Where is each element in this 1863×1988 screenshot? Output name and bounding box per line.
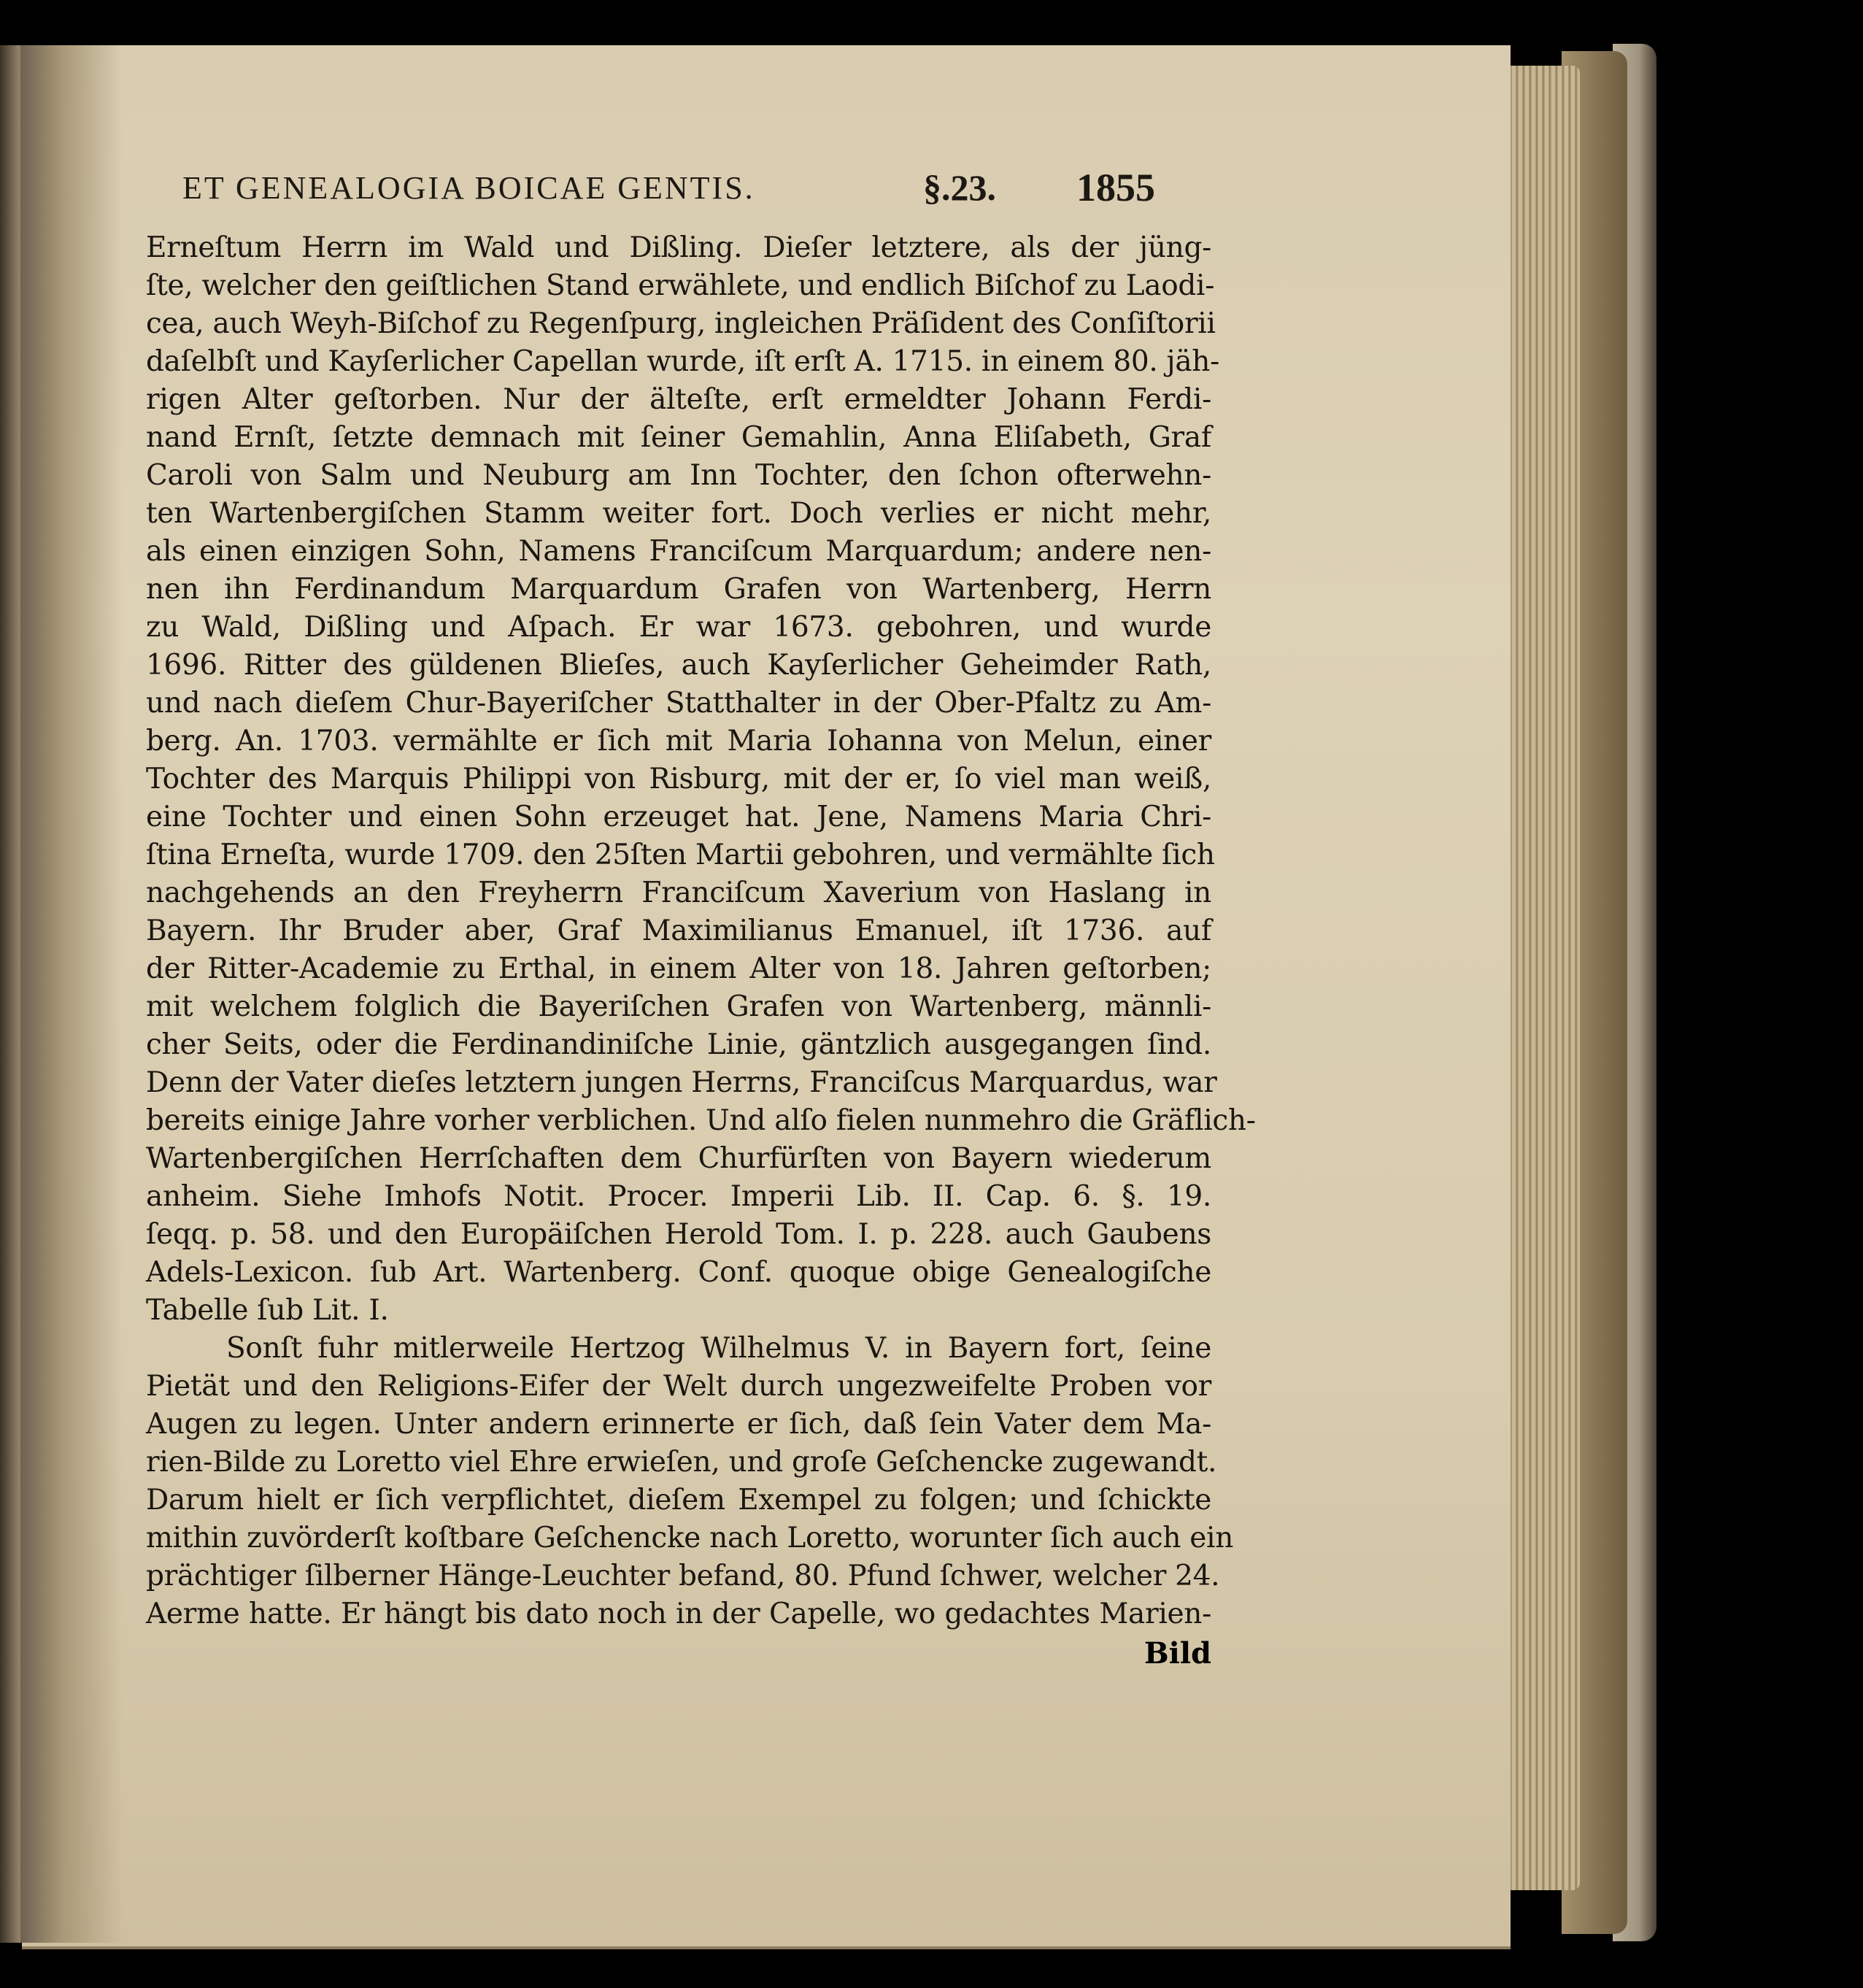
body-text xyxy=(146,229,1256,1633)
text-line: 1696. Ritter des güldenen Blieſes, auch Kayſerlicher Geheimder Rath, xyxy=(146,649,1211,682)
text-line: cher Seits, oder die Ferdinandiniſche Linie, gäntzlich ausgegangen ſind. xyxy=(146,1028,1211,1061)
text-line: rigen Alter geſtorben. Nur der älteſte, erſt ermeldter Johann Ferdi- xyxy=(146,383,1211,416)
text-line: anheim. Siehe Imhofs Notit. Procer. Imperii Lib. II. Cap. 6. §. 19. xyxy=(146,1180,1211,1213)
text-line: nachgehends an den Freyherrn Franciſcum Xaverium von Haslang in xyxy=(146,877,1211,909)
text-line: ſte, welcher den geiſtlichen Stand erwählete, und endlich Biſchof zu Laodi- xyxy=(146,269,1215,302)
text-line: nen ihn Ferdinandum Marquardum Grafen von Wartenberg, Herrn xyxy=(146,573,1211,606)
text-line: Tochter des Marquis Philippi von Risburg, mit der er, ſo viel man weiß, xyxy=(146,763,1211,795)
text-line: als einen einzigen Sohn, Namens Franciſcum Marquardum; andere nen- xyxy=(146,535,1211,568)
text-line: Adels-Lexicon. ſub Art. Wartenberg. Conf. quoque obige Genealogiſche xyxy=(146,1256,1211,1289)
text-line: Tabelle ſub Lit. I. xyxy=(146,1294,389,1327)
gutter-shadow xyxy=(20,45,123,1943)
page-content xyxy=(146,153,1256,1680)
text-line: berg. An. 1703. vermählte er ſich mit Maria Iohanna von Melun, einer xyxy=(146,725,1211,758)
running-header xyxy=(146,153,1211,226)
text-line: der Ritter-Academie zu Erthal, in einem Alter von 18. Jahren geſtorben; xyxy=(146,952,1211,985)
text-line: rien-Bilde zu Loretto viel Ehre erwieſen, und groſe Geſchencke zugewandt. xyxy=(146,1446,1217,1479)
text-line: Aerme hatte. Er hängt bis dato noch in der Capelle, wo gedachtes Marien- xyxy=(146,1598,1211,1630)
text-line: bereits einige Jahre vorher verblichen. Und alſo fielen nunmehro die Gräflich- xyxy=(146,1104,1256,1137)
text-line: Wartenbergiſchen Herrſchaften dem Churfürſten von Bayern wiederum xyxy=(146,1142,1211,1175)
running-title: ET GENEALOGIA BOICAE GENTIS. xyxy=(182,170,755,206)
text-line: Bayern. Ihr Bruder aber, Graf Maximilianus Emanuel, iſt 1736. auf xyxy=(146,914,1211,947)
catchword: Bild xyxy=(1143,1636,1211,1671)
text-line: prächtiger ſilberner Hänge-Leuchter befand, 80. Pfund ſchwer, welcher 24. xyxy=(146,1560,1220,1592)
paragraph-start-line: Sonſt fuhr mitlerweile Hertzog Wilhelmus V. in Bayern fort, ſeine xyxy=(226,1332,1211,1365)
text-line: daſelbſt und Kayſerlicher Capellan wurde, iſt erſt A. 1715. in einem 80. jäh- xyxy=(146,345,1219,378)
text-line: Pietät und den Religions-Eifer der Welt durch ungezweifelte Proben vor xyxy=(146,1370,1211,1403)
text-line: ten Wartenbergiſchen Stamm weiter fort. Doch verlies er nicht mehr, xyxy=(146,497,1211,530)
text-line: mithin zuvörderſt koſtbare Geſchencke nach Loretto, worunter ſich auch ein xyxy=(146,1522,1234,1554)
text-line: Denn der Vater dieſes letztern jungen Herrns, Franciſcus Marquardus, war xyxy=(146,1066,1217,1099)
text-line: ſtina Erneſta, wurde 1709. den 25ſten Martii gebohren, und vermählte ſich xyxy=(146,839,1215,871)
text-line: nand Ernſt, ſetzte demnach mit ſeiner Gemahlin, Anna Eliſabeth, Graf xyxy=(146,421,1211,454)
text-line: ſeqq. p. 58. und den Europäiſchen Herold Tom. I. p. 228. auch Gaubens xyxy=(146,1218,1211,1251)
text-line: cea, auch Weyh-Biſchof zu Regenſpurg, ingleichen Präſident des Conſiſtorii xyxy=(146,307,1216,340)
text-line: und nach dieſem Chur-Bayeriſcher Statthalter in der Ober-Pfaltz zu Am- xyxy=(146,687,1211,720)
section-number: §.23. xyxy=(923,167,996,208)
text-line: zu Wald, Dißling und Aſpach. Er war 1673. gebohren, und wurde xyxy=(146,611,1211,644)
text-line: Augen zu legen. Unter andern erinnerte er ſich, daß ſein Vater dem Ma- xyxy=(146,1408,1211,1441)
text-line: Caroli von Salm und Neuburg am Inn Tochter, den ſchon ofterwehn- xyxy=(146,459,1211,492)
text-line: mit welchem folglich die Bayeriſchen Grafen von Wartenberg, männli- xyxy=(146,990,1211,1023)
page-number: 1855 xyxy=(1076,166,1155,209)
text-line: eine Tochter und einen Sohn erzeuget hat. Jene, Namens Maria Chri- xyxy=(146,801,1211,833)
text-line: Erneſtum Herrn im Wald und Dißling. Dieſer letztere, als der jüng- xyxy=(146,231,1211,264)
text-line: Darum hielt er ſich verpflichtet, dieſem Exempel zu folgen; und ſchickte xyxy=(146,1484,1211,1517)
